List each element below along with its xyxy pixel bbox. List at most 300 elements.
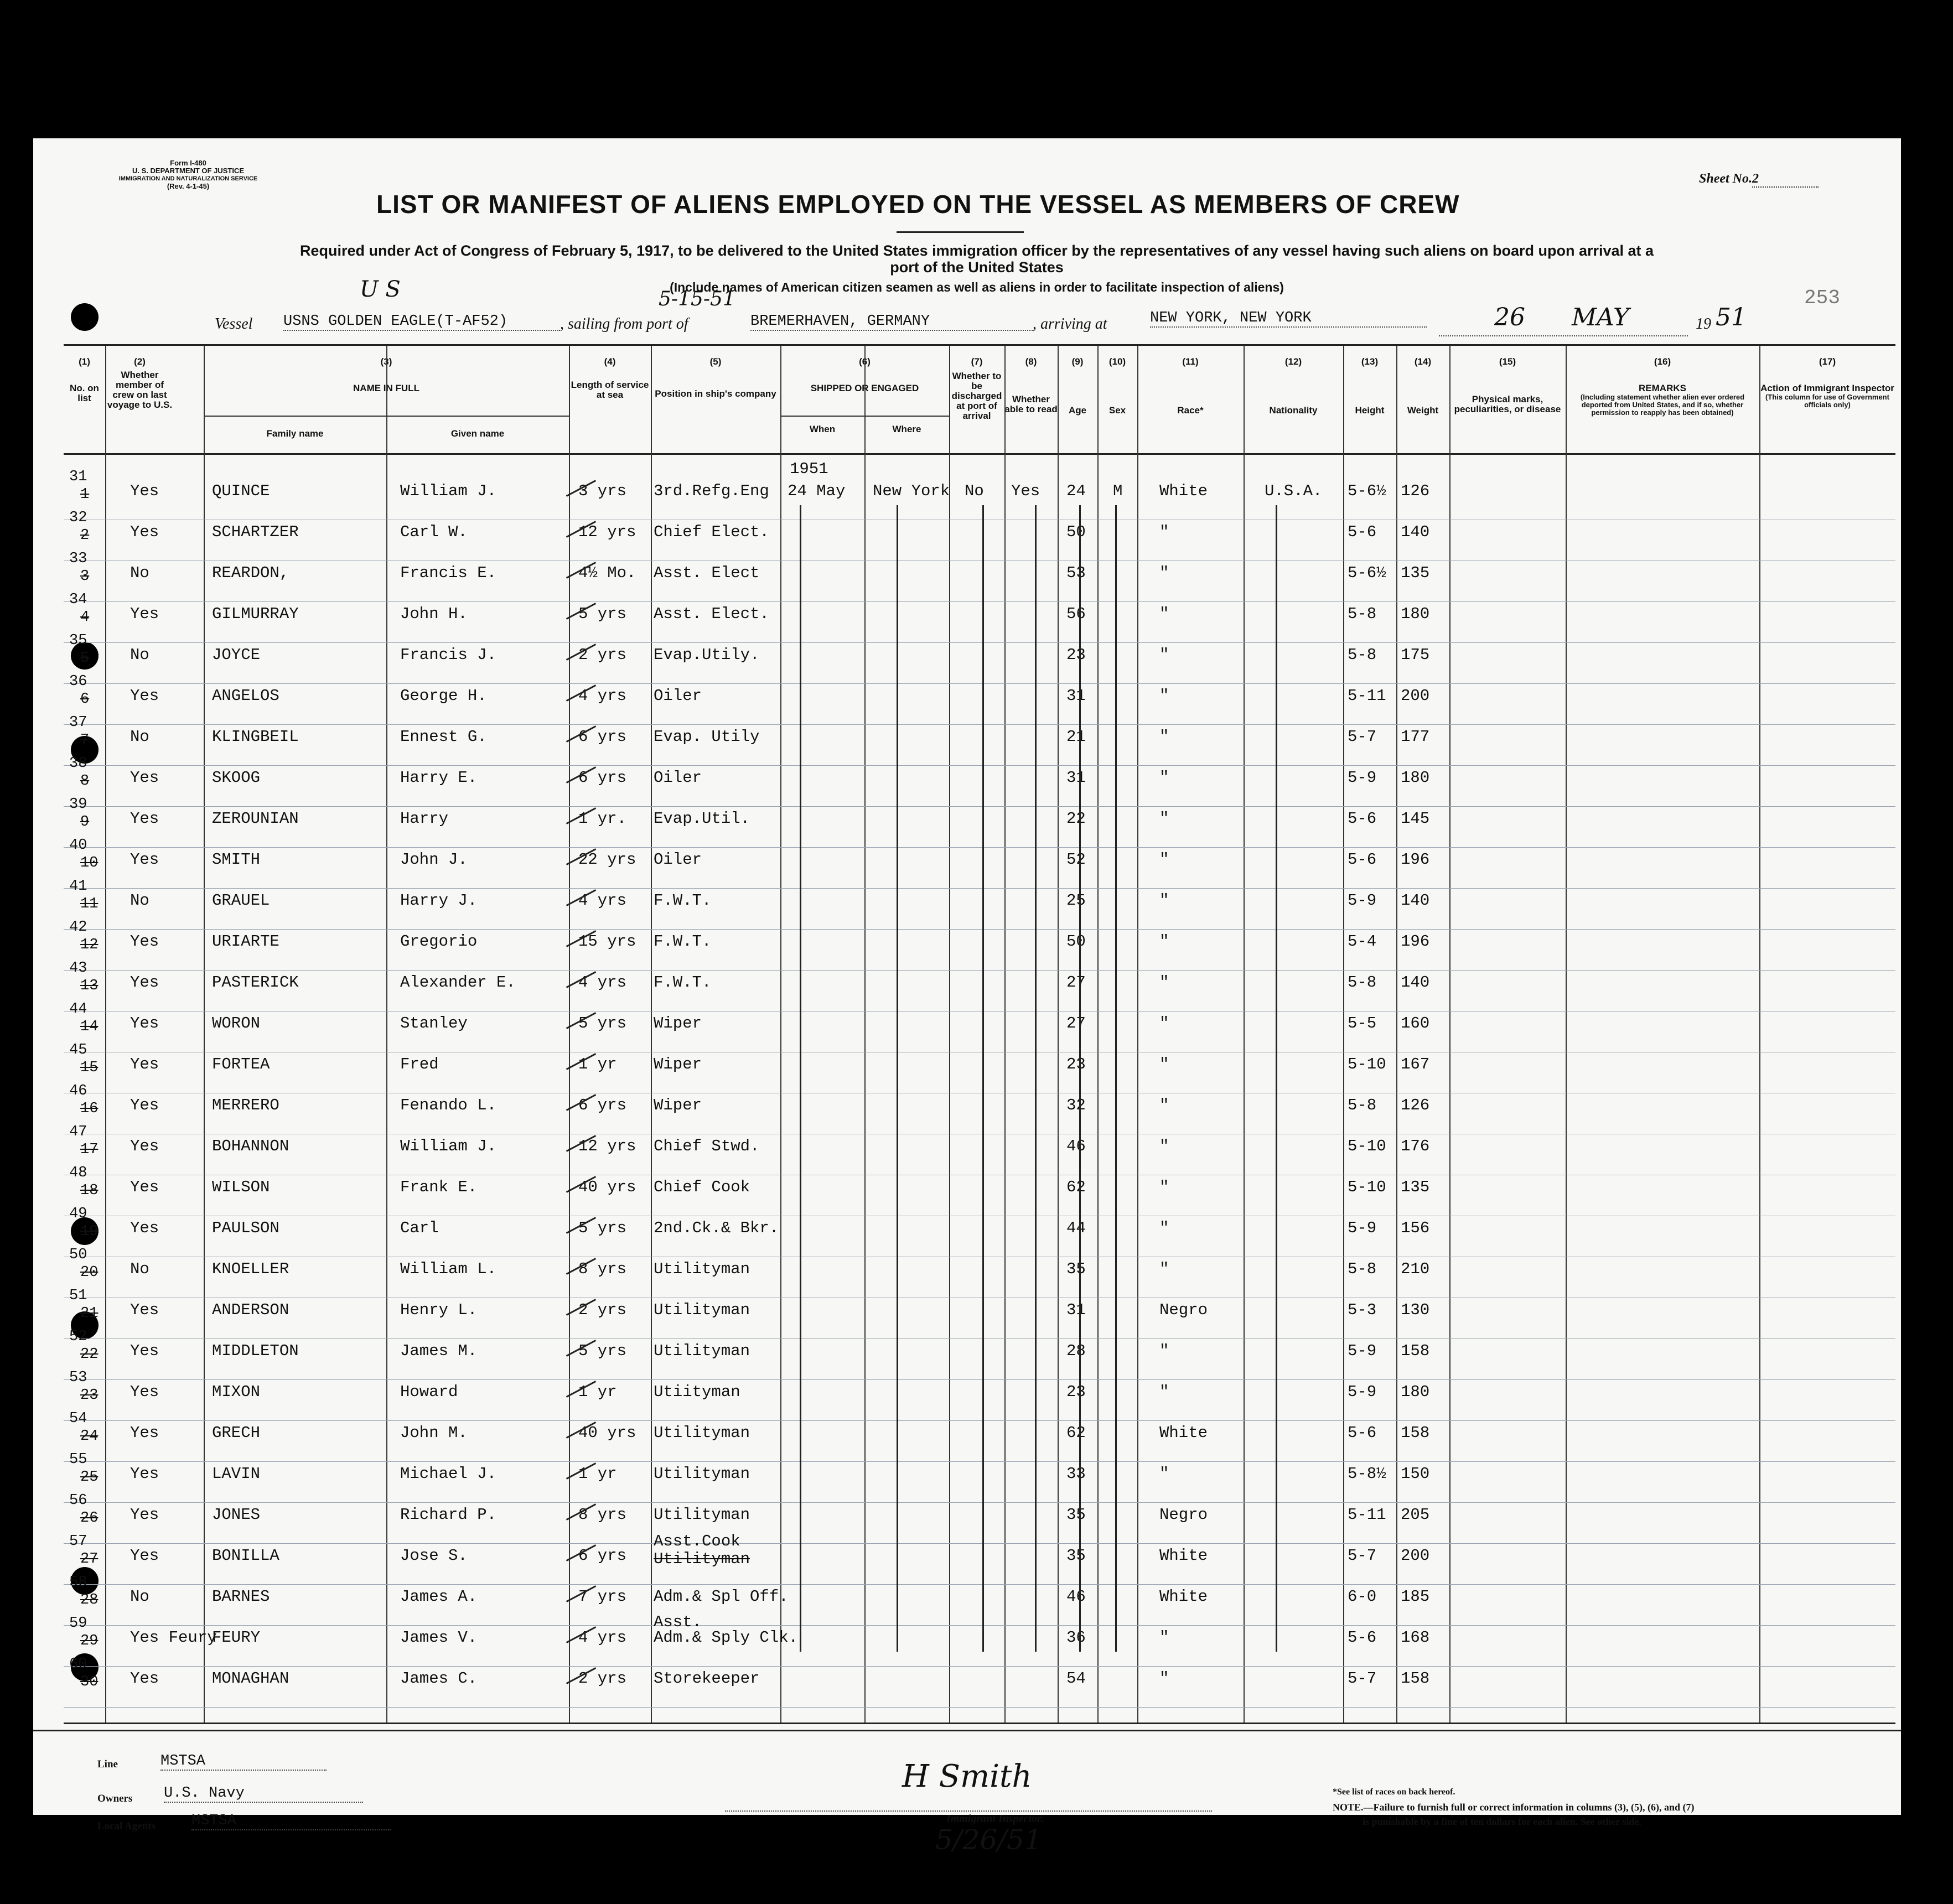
col17-header [1759, 357, 1895, 409]
row-number-old: 13 [80, 978, 99, 994]
cell-prev-voyage: Yes [130, 1096, 159, 1114]
cell-service-length: 3 yrs [578, 482, 627, 500]
cell-race: " [1159, 523, 1169, 541]
cell-given-name: John M. [400, 1424, 468, 1442]
form-revision: (Rev. 4-1-45) [167, 182, 210, 190]
cell-weight: 158 [1401, 1342, 1430, 1360]
ditto-line [1115, 505, 1117, 1652]
cell-shipped-where: New York [873, 482, 950, 500]
cell-service-length: 1 yr [578, 1383, 617, 1401]
row-number-new: 37 [69, 714, 87, 731]
col17-label: Action of Immigrant Inspector [1760, 383, 1894, 393]
cell-position: Adm.& Sply Clk. [654, 1628, 799, 1647]
cell-prev-voyage: Yes [130, 1669, 159, 1688]
row-rule [64, 1420, 1895, 1421]
cell-race: " [1159, 810, 1169, 828]
arrival-year-suffix: 51 [1716, 303, 1747, 331]
col1-label: No. on list [70, 383, 99, 403]
cell-given-name: Carl W. [400, 523, 468, 541]
cell-height: 5-6½ [1348, 564, 1386, 582]
cell-position: Chief Elect. [654, 523, 769, 541]
column-rule [949, 346, 950, 1723]
cell-position: Oiler [654, 769, 702, 787]
cell-weight: 145 [1401, 810, 1430, 828]
col9-label: Age [1068, 405, 1087, 416]
cell-height: 5-7 [1348, 728, 1377, 746]
cell-age: 21 [1066, 728, 1086, 746]
cell-height: 5-6 [1348, 1628, 1377, 1647]
cell-given-name: Alexander E. [400, 973, 516, 992]
row-rule [64, 806, 1895, 807]
cell-family-name: BOHANNON [212, 1137, 289, 1155]
row-number-new: 53 [69, 1369, 87, 1386]
row-number-old: 11 [80, 896, 99, 912]
cell-position: Oiler [654, 687, 702, 705]
column-rule [780, 346, 781, 1723]
cell-height: 5-10 [1348, 1055, 1386, 1073]
cell-weight: 177 [1401, 728, 1430, 746]
cell-weight: 180 [1401, 1383, 1430, 1401]
cell-weight: 140 [1401, 523, 1430, 541]
column-rule [864, 346, 866, 1723]
column-rule [204, 346, 205, 1723]
cell-family-name: PASTERICK [212, 973, 299, 992]
cell-given-name: Fred [400, 1055, 439, 1073]
sailing-date-note: 5-15-51 [659, 288, 735, 310]
cell-given-name: James A. [400, 1587, 478, 1606]
cell-position: Utilityman [654, 1465, 750, 1483]
cell-service-length: 12 yrs [578, 1137, 636, 1155]
subtitle-line-1: Required under Act of Congress of February 5, 1917, to be delivered to the United States immigration officer by the representatives of any vessel having such aliens on board upon arrival at a [299, 242, 1654, 259]
cell-service-length: 8 yrs [578, 1506, 627, 1524]
col13-header [1343, 357, 1396, 416]
cell-position: Asst.Cook [654, 1532, 740, 1550]
cell-family-name: JOYCE [212, 646, 261, 664]
column-rule [1244, 346, 1245, 1723]
cell-position: Wiper [654, 1014, 702, 1033]
row-number-new: 43 [69, 960, 87, 977]
cell-given-name: James V. [400, 1628, 478, 1647]
cell-height: 5-10 [1348, 1137, 1386, 1155]
cell-family-name: ANDERSON [212, 1301, 289, 1319]
cell-position: Utiityman [654, 1383, 740, 1401]
col3b-header: Given name [450, 428, 505, 439]
sheet-number [1699, 172, 1819, 188]
penalty-note-1: NOTE.—Failure to furnish full or correct information in columns (3), (5), (6), and (7) [1333, 1802, 1695, 1813]
column-rule [569, 346, 570, 1723]
page-title: LIST OR MANIFEST OF ALIENS EMPLOYED ON THE VESSEL AS MEMBERS OF CREW [376, 190, 1460, 219]
cell-age: 24 [1066, 482, 1086, 500]
cell-prev-voyage: Yes [130, 850, 159, 869]
ditto-line [1035, 505, 1037, 1652]
cell-prev-voyage: Yes [130, 523, 159, 541]
col11-label: Race* [1177, 405, 1204, 416]
cell-weight: 196 [1401, 932, 1430, 951]
cell-race: " [1159, 687, 1169, 705]
row-number-new: 45 [69, 1042, 87, 1059]
col12-number: (12) [1284, 356, 1302, 367]
row-number-new: 40 [69, 837, 87, 854]
cell-height: 5-3 [1348, 1301, 1377, 1319]
row-number-new: 48 [69, 1165, 87, 1181]
column-rule [1137, 346, 1138, 1723]
cell-height: 5-11 [1348, 1506, 1386, 1524]
row-number-old: 21 [80, 1305, 99, 1322]
cell-given-name: Harry E. [400, 769, 478, 787]
cell-age: 32 [1066, 1096, 1086, 1114]
row-number-new: 36 [69, 673, 87, 690]
cell-height: 5-9 [1348, 891, 1377, 910]
cell-service-length: 2 yrs [578, 1669, 627, 1688]
cell-weight: 126 [1401, 482, 1430, 500]
cell-family-name: SKOOG [212, 769, 261, 787]
cell-position: Asst. Elect [654, 564, 760, 582]
cell-age: 23 [1066, 1055, 1086, 1073]
arrival-port: NEW YORK, NEW YORK [1150, 310, 1427, 328]
cell-family-name: QUINCE [212, 482, 270, 500]
cell-family-name: MERRERO [212, 1096, 279, 1114]
row-number-new: 34 [69, 592, 87, 608]
cell-race: Negro [1159, 1506, 1208, 1524]
row-rule [64, 1543, 1895, 1544]
cell-service-length: 22 yrs [578, 850, 636, 869]
cell-sex: M [1113, 482, 1123, 500]
cell-weight: 135 [1401, 564, 1430, 582]
col4-label: Length of service at sea [571, 380, 649, 400]
cell-race: " [1159, 1219, 1169, 1237]
cell-weight: 130 [1401, 1301, 1430, 1319]
cell-given-name: Francis J. [400, 646, 497, 664]
cell-family-name: ZEROUNIAN [212, 810, 299, 828]
col8-label: Whether able to read [1004, 394, 1058, 414]
col13-number: (13) [1361, 356, 1379, 367]
cell-prev-voyage: Yes [130, 1219, 159, 1237]
cell-race: " [1159, 1055, 1169, 1073]
column-rule [1058, 346, 1059, 1723]
cell-service-length: 1 yr [578, 1055, 617, 1073]
arriving-label: , arriving at [1033, 315, 1107, 333]
cell-weight: 180 [1401, 769, 1430, 787]
cell-race: " [1159, 850, 1169, 869]
col9-header [1058, 357, 1097, 416]
cell-height: 6-0 [1348, 1587, 1377, 1606]
col16-label: REMARKS [1639, 383, 1686, 393]
row-rule [64, 1666, 1895, 1667]
cell-prev-voyage: Yes [130, 1465, 159, 1483]
cell-prev-voyage: Yes [130, 1178, 159, 1196]
subtitle-line-3: (Include names of American citizen seamen as well as aliens in order to facilitate inspection of aliens) [670, 280, 1284, 294]
cell-age: 62 [1066, 1178, 1086, 1196]
col17-sublabel: (This column for use of Government officials only) [1765, 393, 1889, 409]
cell-position: Chief Stwd. [654, 1137, 760, 1155]
arrival-year-prefix: 19 [1696, 315, 1711, 333]
cell-race: " [1159, 891, 1169, 910]
row-number-old: 18 [80, 1182, 99, 1199]
row-number-old: 27 [80, 1551, 99, 1568]
cell-given-name: Gregorio [400, 932, 478, 951]
row-rule [64, 970, 1895, 971]
column-rule [1566, 346, 1567, 1723]
cell-prev-voyage: Yes [130, 1424, 159, 1442]
col8-header [1004, 357, 1058, 414]
row-rule [64, 642, 1895, 643]
cell-given-name: Michael J. [400, 1465, 497, 1483]
cell-age: 46 [1066, 1137, 1086, 1155]
row-number-old: 8 [80, 773, 90, 790]
cell-age: 28 [1066, 1342, 1086, 1360]
col6-label: SHIPPED OR ENGAGED [810, 383, 919, 393]
col6b-header: Where [892, 424, 921, 434]
cell-height: 5-5 [1348, 1014, 1377, 1033]
vessel-label: Vessel [215, 315, 253, 333]
col7-header [949, 357, 1004, 421]
cell-prev-voyage: Yes [130, 1383, 159, 1401]
row-number-old: 19 [80, 1223, 99, 1240]
cell-weight: 140 [1401, 891, 1430, 910]
row-rule [64, 888, 1895, 889]
cell-given-name: Howard [400, 1383, 458, 1401]
row-number-new: 42 [69, 919, 87, 936]
cell-weight: 150 [1401, 1465, 1430, 1483]
cell-height: 5-9 [1348, 1219, 1377, 1237]
cell-position: Utilityman [654, 1260, 750, 1278]
row-number-new: 49 [69, 1206, 87, 1222]
row-number-new: 60 [69, 1656, 87, 1673]
year-note: 1951 [790, 460, 828, 478]
cell-height: 5-9 [1348, 769, 1377, 787]
cell-weight: 185 [1401, 1587, 1430, 1606]
cell-race: " [1159, 728, 1169, 746]
cell-family-name: JONES [212, 1506, 261, 1524]
col6-number: (6) [859, 356, 871, 367]
row-number-old: 14 [80, 1019, 99, 1035]
row-number-new: 38 [69, 755, 87, 772]
cell-given-name: Stanley [400, 1014, 468, 1033]
sheet-value: 2 [1752, 172, 1819, 188]
cell-given-name: Henry L. [400, 1301, 478, 1319]
cell-age: 36 [1066, 1628, 1086, 1647]
col11-header [1137, 357, 1244, 416]
cell-service-length: 5 yrs [578, 1014, 627, 1033]
cell-weight: 210 [1401, 1260, 1430, 1278]
race-footnote: *See list of races on back hereof. [1333, 1787, 1455, 1797]
cell-family-name: MIXON [212, 1383, 261, 1401]
col5-label: Position in ship's company [655, 388, 776, 399]
cell-prev-voyage: Yes [130, 769, 159, 787]
cell-race: " [1159, 1465, 1169, 1483]
cell-prev-voyage: No [130, 1587, 149, 1606]
cell-given-name: Jose S. [400, 1547, 468, 1565]
punch-hole [71, 303, 99, 331]
column-rule [1004, 346, 1006, 1723]
col3-label: NAME IN FULL [353, 383, 419, 393]
cell-service-length: 5 yrs [578, 1219, 627, 1237]
cell-family-name: BARNES [212, 1587, 270, 1606]
row-rule [64, 724, 1895, 725]
cell-age: 53 [1066, 564, 1086, 582]
column-rule [1343, 346, 1344, 1723]
col15-number: (15) [1499, 356, 1516, 367]
cell-position: Adm.& Spl Off. [654, 1587, 789, 1606]
row-rule [64, 929, 1895, 930]
col15-label: Physical marks, peculiarities, or disease [1454, 394, 1561, 414]
col4-number: (4) [604, 356, 616, 367]
ditto-line [1079, 505, 1081, 1652]
cell-position: Utilityman [654, 1424, 750, 1442]
row-number-old: 24 [80, 1428, 99, 1445]
cell-given-name: James M. [400, 1342, 478, 1360]
row-number-old: 16 [80, 1101, 99, 1117]
cell-family-name: KNOELLER [212, 1260, 289, 1278]
col10-header [1097, 357, 1137, 416]
col6a-header: When [809, 424, 836, 434]
col16-header [1566, 357, 1759, 417]
col8-number: (8) [1025, 356, 1037, 367]
cell-given-name: George H. [400, 687, 487, 705]
cell-age: 31 [1066, 769, 1086, 787]
row-number-old: 6 [80, 691, 90, 708]
arrival-month: MAY [1572, 303, 1630, 331]
ditto-line [1276, 505, 1277, 1652]
cell-age: 23 [1066, 1383, 1086, 1401]
row-number-new: 54 [69, 1410, 87, 1427]
col1-number: (1) [79, 356, 90, 367]
cell-height: 5-6 [1348, 850, 1377, 869]
cell-given-name: John H. [400, 605, 468, 623]
cell-race: " [1159, 1628, 1169, 1647]
inspector-label: Immigrant Inspector. [946, 1813, 1044, 1825]
cell-weight: 176 [1401, 1137, 1430, 1155]
col7-number: (7) [971, 356, 983, 367]
cell-service-length: 4 yrs [578, 1628, 627, 1647]
column-rule [105, 346, 106, 1723]
inspector-date: 5/26/51 [935, 1824, 1042, 1856]
sailing-port: BREMERHAVEN, GERMANY [750, 313, 1033, 331]
cell-family-name: BONILLA [212, 1547, 279, 1565]
row-number-new: 35 [69, 632, 87, 649]
cell-age: 50 [1066, 523, 1086, 541]
cell-race: " [1159, 1383, 1169, 1401]
owners-label: Owners [97, 1793, 133, 1804]
cell-given-name: Francis E. [400, 564, 497, 582]
row-number-old: 2 [80, 527, 90, 544]
cell-service-length: 40 yrs [578, 1178, 636, 1196]
cell-race: Negro [1159, 1301, 1208, 1319]
cell-family-name: MONAGHAN [212, 1669, 289, 1688]
cell-height: 5-6½ [1348, 482, 1386, 500]
cell-race: " [1159, 1137, 1169, 1155]
col14-number: (14) [1414, 356, 1432, 367]
cell-weight: 175 [1401, 646, 1430, 664]
cell-age: 46 [1066, 1587, 1086, 1606]
cell-position: Evap.Utily. [654, 646, 760, 664]
cell-height: 5-10 [1348, 1178, 1386, 1196]
row-number-new: 56 [69, 1492, 87, 1509]
row-number-old: 17 [80, 1142, 99, 1158]
column-rule [1396, 346, 1397, 1723]
row-rule [64, 1338, 1895, 1339]
column-rule [1097, 346, 1099, 1723]
cell-prev-voyage: Yes [130, 1506, 159, 1524]
cell-position: Asst. Elect. [654, 605, 769, 623]
crew-table [64, 344, 1895, 1724]
col11-number: (11) [1182, 356, 1199, 367]
cell-position: Evap.Util. [654, 810, 750, 828]
cell-prev-voyage: Yes [130, 1547, 159, 1565]
col2-header [105, 357, 174, 410]
row-number-new: 59 [69, 1615, 87, 1632]
service-name: IMMIGRATION AND NATURALIZATION SERVICE [118, 175, 258, 182]
cell-race: " [1159, 1669, 1169, 1688]
cell-family-name: WILSON [212, 1178, 270, 1196]
row-rule [64, 1379, 1895, 1380]
cell-prev-voyage: Yes [130, 810, 159, 828]
cell-given-name: Harry J. [400, 891, 478, 910]
cell-family-name: WORON [212, 1014, 261, 1033]
cell-age: 31 [1066, 687, 1086, 705]
row-number-new: 39 [69, 796, 87, 813]
cell-weight: 168 [1401, 1628, 1430, 1647]
cell-service-length: 5 yrs [578, 605, 627, 623]
row-number-new: 44 [69, 1001, 87, 1018]
cell-weight: 126 [1401, 1096, 1430, 1114]
cell-weight: 180 [1401, 605, 1430, 623]
cell-service-length: 12 yrs [578, 523, 636, 541]
cell-given-name: Frank E. [400, 1178, 478, 1196]
row-rule [64, 601, 1895, 602]
header-bottom-rule [64, 453, 1895, 455]
sailing-label: , sailing from port of [560, 315, 688, 333]
department: U. S. DEPARTMENT OF JUSTICE [132, 167, 244, 175]
cell-height: 5-6 [1348, 810, 1377, 828]
cell-position: Chief Cook [654, 1178, 750, 1196]
cell-age: 22 [1066, 810, 1086, 828]
ditto-line [982, 505, 984, 1652]
cell-service-length: 4 yrs [578, 687, 627, 705]
owners-value: U.S. Navy [164, 1785, 363, 1803]
cell-family-name: SMITH [212, 850, 261, 869]
cell-service-length: 6 yrs [578, 1547, 627, 1565]
cell-given-name: William L. [400, 1260, 497, 1278]
col14-header [1396, 357, 1449, 416]
cell-given-name: William J. [400, 1137, 497, 1155]
cell-prev-voyage: Yes [130, 1055, 159, 1073]
cell-prev-voyage: Yes [130, 605, 159, 623]
cell-family-name: MIDDLETON [212, 1342, 299, 1360]
inspector-signature: H Smith [902, 1758, 1032, 1794]
cell-race: " [1159, 1178, 1169, 1196]
cell-service-length: 5 yrs [578, 1342, 627, 1360]
penalty-note-2: is punishable by a fine of ten dollars for each alien. See other side. [1363, 1816, 1641, 1827]
row-number-old: 23 [80, 1387, 99, 1404]
cell-race: White [1159, 1587, 1208, 1606]
cell-family-name: GRECH [212, 1424, 261, 1442]
cell-age: 62 [1066, 1424, 1086, 1442]
row-rule [64, 1461, 1895, 1462]
row-number-old: 15 [80, 1060, 99, 1076]
cell-prev-voyage: No [130, 728, 149, 746]
row-number-new: 46 [69, 1083, 87, 1099]
cell-position: F.W.T. [654, 932, 712, 951]
column-rule [1759, 346, 1760, 1723]
cell-weight: 160 [1401, 1014, 1430, 1033]
cell-prev-voyage: Yes [130, 1342, 159, 1360]
row-number-old: 29 [80, 1633, 99, 1649]
form-number: Form I-480 [170, 159, 206, 167]
cell-service-length: 6 yrs [578, 769, 627, 787]
row-number-old: 5 [80, 650, 90, 667]
cell-family-name: PAULSON [212, 1219, 279, 1237]
